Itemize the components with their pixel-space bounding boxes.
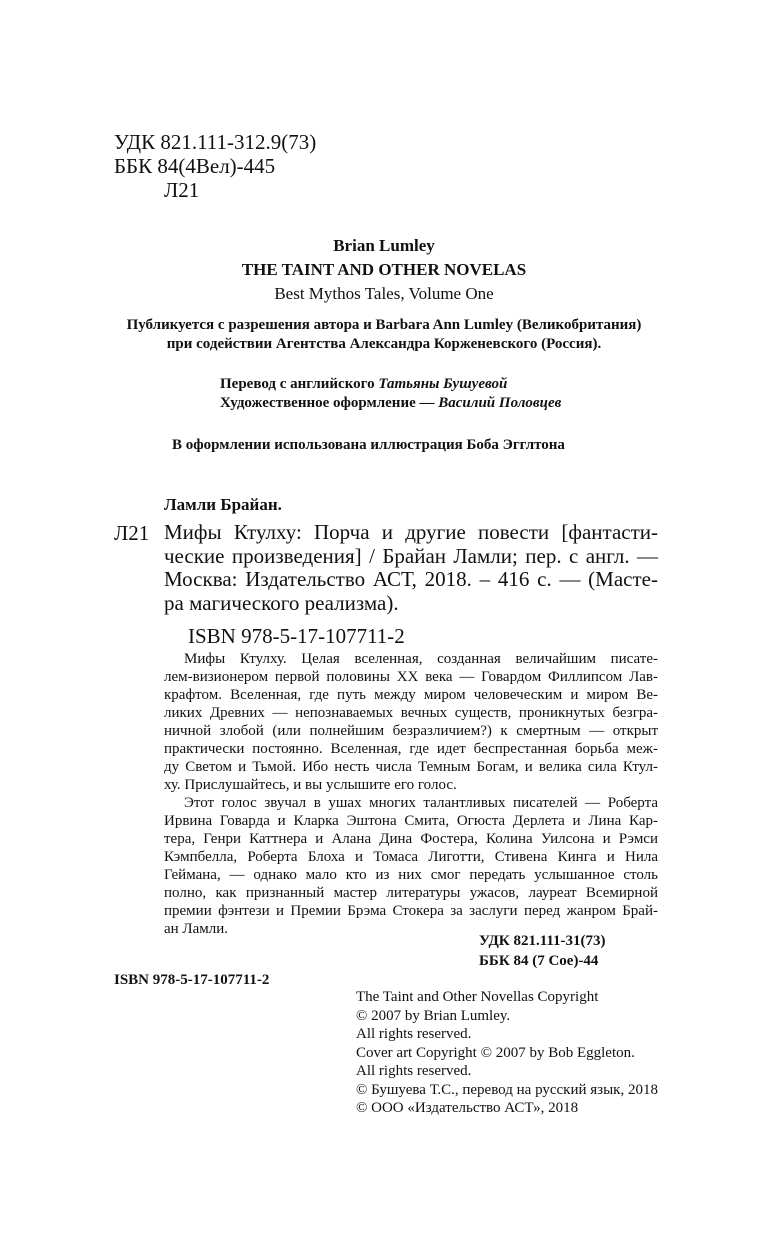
illustration-credit: В оформлении использована иллюстрация Боба Эгглтона [172,437,565,453]
annotation-paragraph-1 [164,650,658,794]
annotation-line: Ирвина Говарда и Кларка Эштона Смита, Огюста Дерлета и Лина Кар- [164,813,658,829]
copyright-line: All rights reserved. [356,1063,472,1079]
annotation-line: полно, как признанный мастер литературы ужасов, лауреат Всемирной [164,885,658,901]
catalog-isbn: ISBN 978-5-17-107711-2 [188,624,405,648]
copyright-line: Cover art Copyright © 2007 by Bob Eggleton. [356,1044,635,1061]
bottom-isbn: ISBN 978-5-17-107711-2 [114,972,270,988]
annotation-line: ду Светом и Тьмой. Ибо несть числа Темным Богам, и велика сила Ктул- [164,759,658,775]
bottom-bbk: ББК 84 (7 Сое)-44 [479,953,599,969]
catalog-mark: Л21 [114,521,150,545]
annotation-line: Кэмпбелла, Роберта Блоха и Томаса Лиготти, Стивена Кинга и Нила [164,849,658,865]
udk-code: УДК 821.111-312.9(73) [114,130,317,154]
copyright-line: All rights reserved. [356,1026,472,1042]
catalog-description-line: Мифы Ктулху: Порча и другие повести [фантасти- [164,520,658,544]
copyright-line: © ООО «Издательство АСТ», 2018 [356,1100,579,1116]
annotation-line: ан Ламли. [164,921,229,937]
annotation-line: тера, Генри Каттнера и Алана Дина Фостера, Колина Уилсона и Рэмси [164,831,658,847]
catalog-description-line: ческие произведения] / Брайан Ламли; пер. с англ. — [164,543,658,568]
annotation-line: ху. Прислушайтесь, и вы услышите его голос. [164,777,457,793]
annotation-line: ничной злобой (или полнейшим безразличием?) к смертным — открыт [164,723,658,739]
original-title: THE TAINT AND OTHER NOVELAS [241,260,527,279]
permission-line-2: при содействии Агентства Александра Корженевского (Россия). [166,336,602,352]
copyright-line: © 2007 by Brian Lumley. [356,1007,511,1024]
author-mark: Л21 [164,178,200,202]
annotation-line: ликих Древних — непознаваемых вечных существ, проникнутых безгра- [164,705,658,721]
annotation-line: премии фэнтези и Премии Брэма Стокера за заслуги перед жанром Брай- [164,903,658,919]
design-credit [220,395,561,412]
translator-name: Татьяны Бушуевой [378,376,508,392]
annotation-line: Мифы Ктулху. Целая вселенная, созданная величайшим писате- [184,651,658,667]
designer-name: Василий Половцев [438,395,562,411]
bbk-code: ББК 84(4Вел)-445 [114,154,276,178]
bottom-udk: УДК 821.111-31(73) [479,933,606,949]
annotation-line: практически постоянно. Вселенная, где идет беспрестанная борьба меж- [164,741,658,757]
annotation-paragraph-2 [164,794,658,938]
catalog-description-line: Москва: Издательство АСТ, 2018. – 416 с. — (Масте- [164,567,658,591]
catalog-author-heading: Ламли Брайан. [164,495,282,514]
translation-label: Перевод с английского [220,376,375,392]
original-subtitle: Best Mythos Tales, Volume One [274,284,494,303]
annotation-line: лем-визионером первой половины XX века — Говардом Филлипсом Лав- [164,669,658,685]
annotation-line: Геймана, — однако мало кто из них смог передать услышанное столь [164,867,658,883]
design-label: Художественное оформление — [220,395,435,411]
translation-credit [220,376,507,393]
copyright-line: © Бушуева Т.С., перевод на русский язык, 2018 [356,1081,658,1098]
original-author: Brian Lumley [333,236,435,255]
annotation-line: Этот голос звучал в ушах многих талантливых писателей — Роберта [184,795,658,811]
permission-line-1: Публикуется с разрешения автора и Barbara Ann Lumley (Великобритания) [126,317,642,333]
catalog-description [164,521,658,615]
annotation-line: крафтом. Вселенная, где путь между миром человеческим и миром Ве- [164,687,658,703]
catalog-description-line: ра магического реализма). [164,590,399,615]
copyright-block [356,988,658,1118]
copyright-line: The Taint and Other Novellas Copyright [356,989,599,1005]
